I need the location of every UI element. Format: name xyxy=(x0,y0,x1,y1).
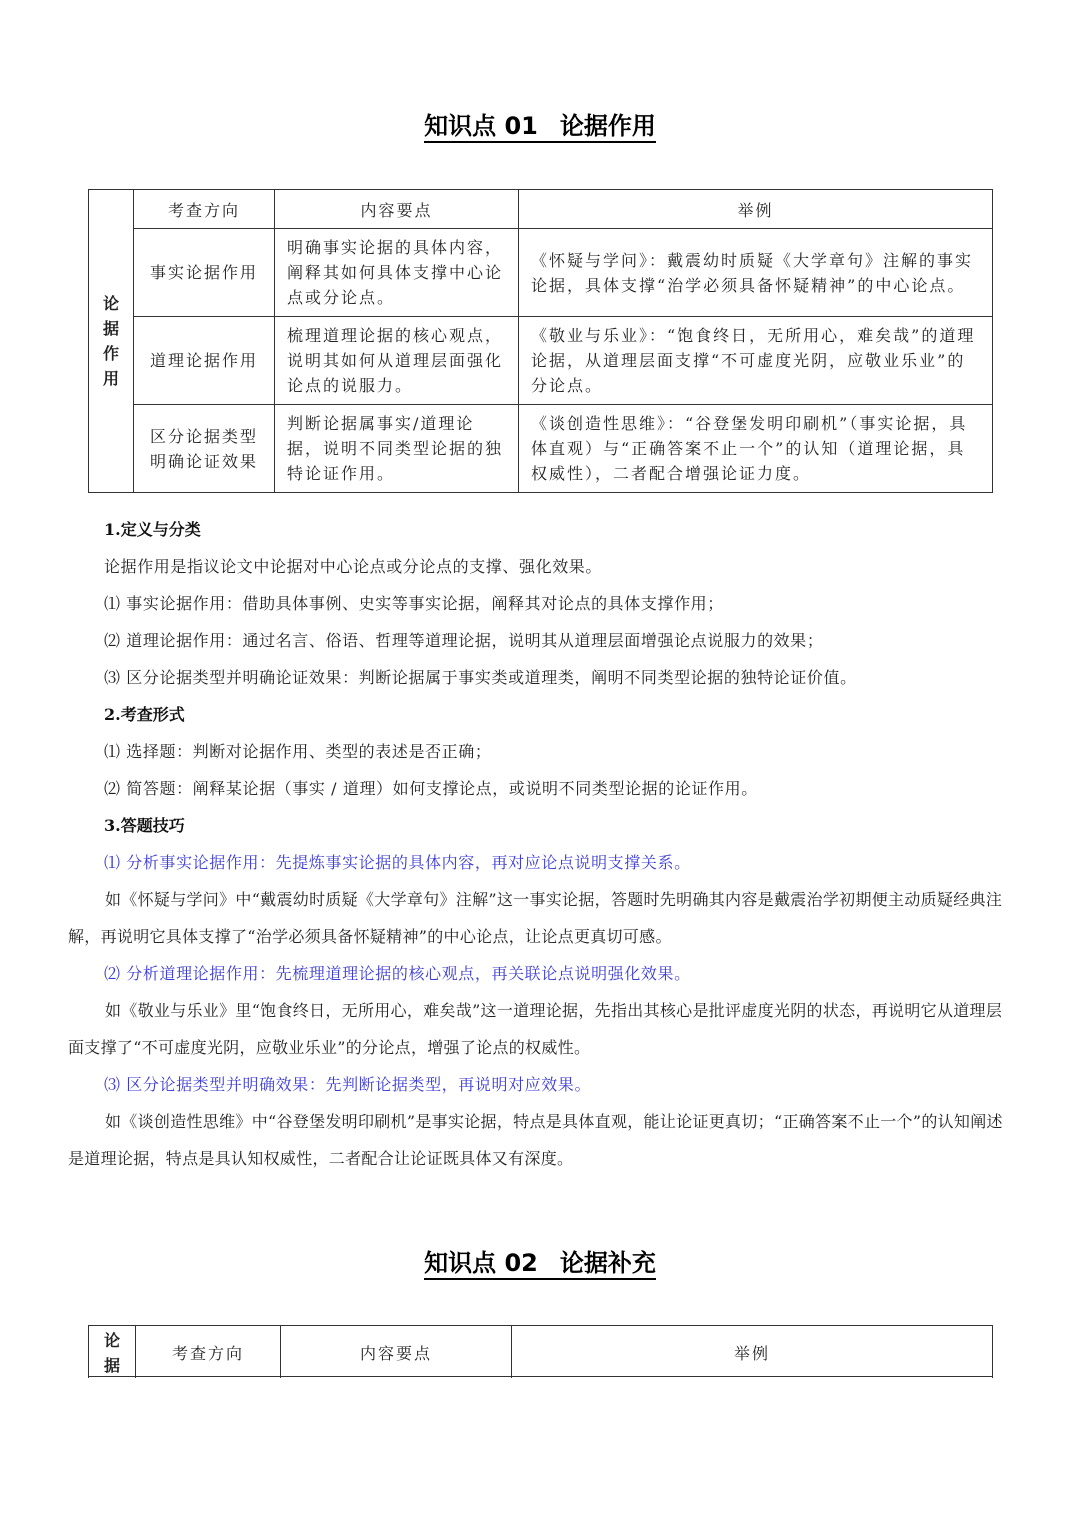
header-points: 内容要点 xyxy=(275,190,519,229)
exam-form-heading: 2.考查形式 xyxy=(104,705,185,724)
section-2-title-label: 知识点 02 xyxy=(424,1249,538,1277)
table-bottom-border xyxy=(88,1376,993,1377)
section-2-title-topic: 论据补充 xyxy=(559,1249,656,1277)
table-row xyxy=(89,405,993,493)
section-1-title-topic: 论据作用 xyxy=(559,112,656,140)
tip-1-example: 如《怀疑与学问》中“戴震幼时质疑《大学章句》注解”这一事实论据，答题时先明确其内容是戴震治学初期便主动质疑经典注解，再说明它具体支撑了“治学必须具备怀疑精神”的中心论点，让论点更真切可感。 xyxy=(68,890,1003,946)
definition-heading: 1.定义与分类 xyxy=(104,520,201,539)
row-direction-line-2: 明确论证效果 xyxy=(149,451,258,471)
row-example: 《怀疑与学问》：戴震幼时质疑《大学章句》注解的事实论据，具体支撑“治学必须具备怀疑精神”的中心论点。 xyxy=(519,229,993,317)
tip-2-example: 如《敬业与乐业》里“饱食终日，无所用心，难矣哉”这一道理论据，先指出其核心是批评虚度光阴的状态，再说明它从道理层面支撑了“不可虚度光阴，应敬业乐业”的分论点，增强了论点的权威性。 xyxy=(68,1001,1003,1057)
section-1-title xyxy=(0,106,1080,141)
header-example: 举例 xyxy=(512,1326,993,1379)
definition-item: ⑶ 区分论据类型并明确论证效果：判断论据属于事实类或道理类，阐明不同类型论据的独特论证价值。 xyxy=(104,668,857,687)
argument-supplement-table xyxy=(88,1325,993,1378)
tips-heading: 3.答题技巧 xyxy=(104,816,185,835)
row-direction-line-1: 区分论据类型 xyxy=(149,426,258,446)
row-direction xyxy=(134,405,275,493)
row-example: 《谈创造性思维》：“谷登堡发明印刷机”（事实论据，具体直观）与“正确答案不止一个”的认知（道理论据，具权威性），二者配合增强论证力度。 xyxy=(519,405,993,493)
argument-function-table xyxy=(88,189,993,493)
section-2-table-viewport xyxy=(88,1325,994,1378)
exam-form-item: ⑵ 简答题：阐释某论据（事实 / 道理）如何支撑论点，或说明不同类型论据的论证作用。 xyxy=(104,779,758,798)
section-1-title-label: 知识点 01 xyxy=(424,112,538,140)
table-row xyxy=(89,229,993,317)
row-points: 判断论据属事实/道理论据，说明不同类型论据的独特论证作用。 xyxy=(275,405,519,493)
section-2-title xyxy=(0,1243,1080,1278)
row-example: 《敬业与乐业》：“饱食终日，无所用心，难矣哉”的道理论据，从道理层面支撑“不可虚度光阴，应敬业乐业”的分论点。 xyxy=(519,317,993,405)
tip-1: ⑴ 分析事实论据作用：先提炼事实论据的具体内容，再对应论点说明支撑关系。 xyxy=(104,853,691,872)
row-points: 明确事实论据的具体内容，阐释其如何具体支撑中心论点或分论点。 xyxy=(275,229,519,317)
table-side-label: 论据 xyxy=(89,1326,136,1379)
header-direction: 考查方向 xyxy=(134,190,275,229)
exam-form-item: ⑴ 选择题：判断对论据作用、类型的表述是否正确； xyxy=(104,742,492,761)
table-side-label: 论据作用 xyxy=(89,190,134,493)
header-direction: 考查方向 xyxy=(136,1326,281,1379)
definition-item: ⑴ 事实论据作用：借助具体事例、史实等事实论据，阐释其对论点的具体支撑作用； xyxy=(104,594,724,613)
row-direction: 事实论据作用 xyxy=(134,229,275,317)
tip-3: ⑶ 区分论据类型并明确效果：先判断论据类型，再说明对应效果。 xyxy=(104,1075,592,1094)
table-header-row xyxy=(89,190,993,229)
header-example: 举例 xyxy=(519,190,993,229)
tip-3-example: 如《谈创造性思维》中“谷登堡发明印刷机”是事实论据，特点是具体直观，能让论证更真切；“正确答案不止一个”的认知阐述是道理论据，特点是具认知权威性，二者配合让论证既具体又有深度。 xyxy=(68,1112,1003,1168)
row-points: 梳理道理论据的核心观点，说明其如何从道理层面强化论点的说服力。 xyxy=(275,317,519,405)
header-points: 内容要点 xyxy=(281,1326,512,1379)
table-header-row xyxy=(89,1326,993,1379)
definition-intro: 论据作用是指议论文中论据对中心论点或分论点的支撑、强化效果。 xyxy=(104,557,603,576)
table-row xyxy=(89,317,993,405)
row-direction: 道理论据作用 xyxy=(134,317,275,405)
definition-item: ⑵ 道理论据作用：通过名言、俗语、哲理等道理论据，说明其从道理层面增强论点说服力的效果； xyxy=(104,631,824,650)
tip-2: ⑵ 分析道理论据作用：先梳理道理论据的核心观点，再关联论点说明强化效果。 xyxy=(104,964,691,983)
